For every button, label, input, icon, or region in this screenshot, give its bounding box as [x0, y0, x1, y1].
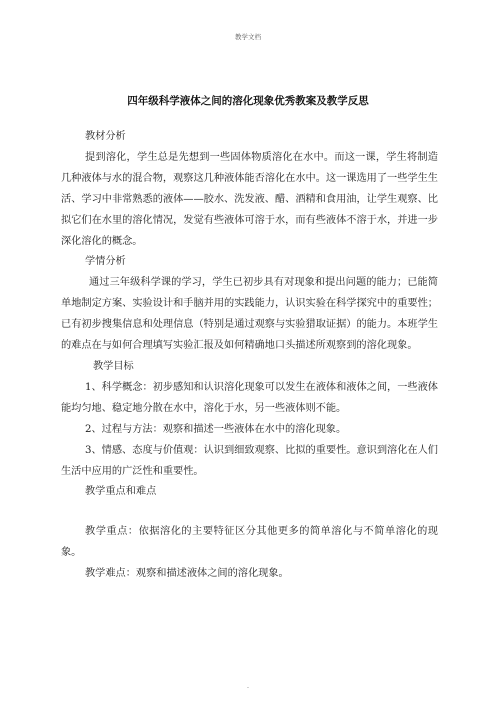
section-body-material-analysis: 提到溶化，学生总是先想到一些固体物质溶化在水中。而这一课，学生将制造几种液体与水的混合物，观察这几种液体能否溶化在水中。这一课选用了一些学生生活、学习中非常熟悉的液体——胶水、洗发液、醋、酒精和食用油，让学生观察、比拟它们在水里的溶化情况，发觉有些液体可溶于水，而有些液体不溶于水，并进一步深化溶化的概念。 [61, 151, 438, 247]
difficult-point-item: 教学难点：观察和描述液体之间的溶化现象。 [85, 568, 289, 580]
section-heading-material-analysis: 教材分析 [85, 131, 126, 142]
page-header: 教学文档 [235, 33, 261, 41]
goal-item-attitude: 3、情感、态度与价值观：认识到细致观察、比拟的重要性。意识到溶化在人们生活中应用的广泛性和重要性。 [61, 444, 438, 477]
goal-item-concept: 1、科学概念：初步感知和认识溶化现象可以发生在液体和液体之间，一些液体能均匀地、稳定地分散在水中，溶化于水，另一些液体则不能。 [61, 381, 438, 414]
section-heading-key-points: 教学重点和难点 [85, 486, 157, 498]
section-heading-teaching-goals: 教学目标 [93, 360, 134, 372]
goal-item-process: 2、过程与方法：观察和描述一些液体在水中的溶化现象。 [85, 423, 347, 435]
spacer [61, 503, 438, 522]
document-body [61, 127, 438, 585]
document-title: 四年级科学液体之间的溶化现象优秀教案及教学反思 [127, 95, 369, 107]
section-heading-student-analysis: 学情分析 [85, 256, 126, 268]
key-point-item: 教学重点：依据溶化的主要特征区分其他更多的简单溶化与不简单溶化的现象。 [61, 526, 438, 559]
section-body-student-analysis: 通过三年级科学课的学习，学生已初步具有对现象和提出问题的能力；已能简单地制定方案、实验设计和手脑并用的实践能力，认识实验在科学探究中的重要性；已有初步搜集信息和处理信息（特别是通过观察与实验猎取证据）的能力。本班学生的难点在与如何合理填写实验汇报及如何精确地口头描述所观察到的溶化现象。 [61, 277, 438, 352]
page-footer: . [246, 682, 250, 690]
